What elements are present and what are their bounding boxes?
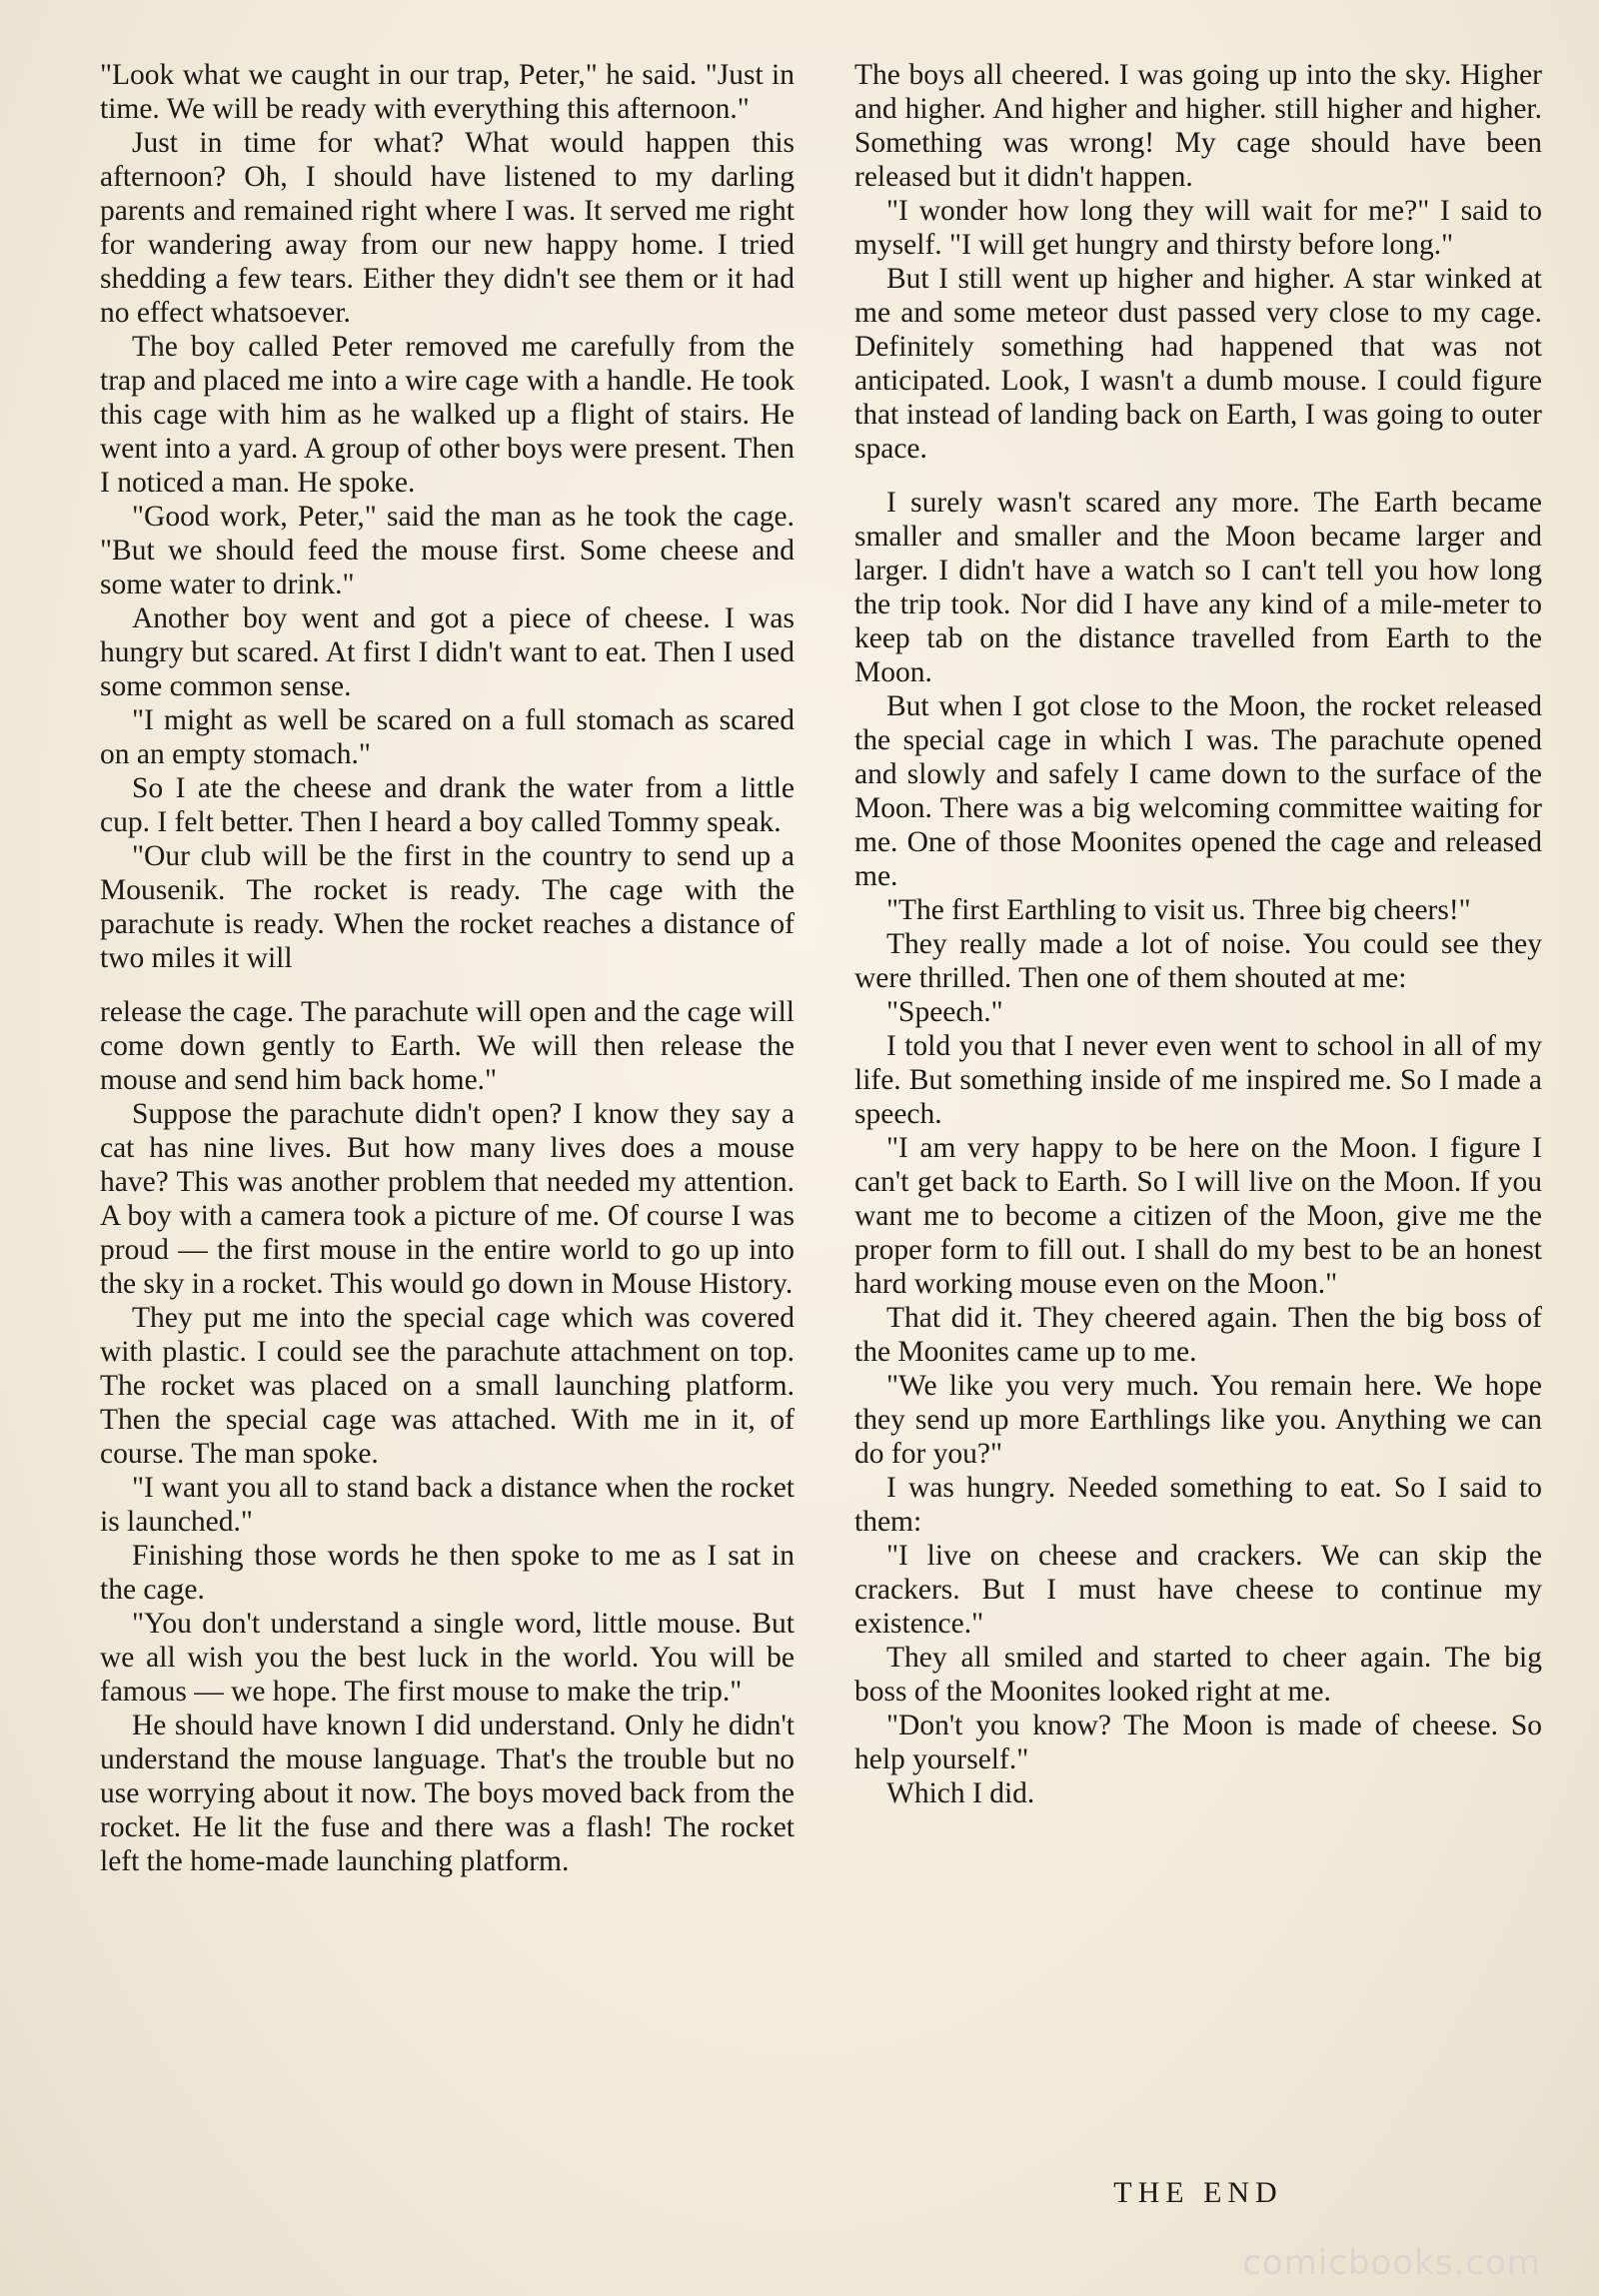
the-end-label: THE END <box>1113 2176 1283 2209</box>
paragraph: "We like you very much. You remain here. We hope they send up more Earthlings like you. Anything we can do for you?" <box>854 1370 1542 1470</box>
paragraph: release the cage. The parachute will open and the cage will come down gently to Earth. We will then release the mouse and send him back home." <box>100 996 795 1096</box>
paragraph: That did it. They cheered again. Then the big boss of the Moonites came up to me. <box>854 1302 1542 1368</box>
watermark: comicbooks.com <box>1242 2243 1541 2283</box>
paragraph: "I might as well be scared on a full stomach as scared on an empty stomach." <box>100 704 795 770</box>
paragraph: "Don't you know? The Moon is made of cheese. So help yourself." <box>854 1710 1542 1775</box>
paragraph: Which I did. <box>886 1777 1035 1809</box>
paragraph: "Look what we caught in our trap, Peter," he said. "Just in time. We will be ready with everything this afternoon." <box>100 59 795 125</box>
paragraph: Another boy went and got a piece of cheese. I was hungry but scared. At first I didn't want to eat. Then I used some common sense. <box>100 602 795 702</box>
paragraph: "The first Earthling to visit us. Three big cheers!" <box>886 894 1471 926</box>
paragraph: I told you that I never even went to school in all of my life. But something inside of me inspired me. So I made a speech. <box>854 1030 1542 1130</box>
paragraph: "I am very happy to be here on the Moon. I figure I can't get back to Earth. So I will live on the Moon. If you want me to become a citizen of the Moon, give me the proper form to fill out. I shall do my best to be an honest hard working mouse even on the Moon." <box>854 1132 1542 1300</box>
paragraph: They really made a lot of noise. You could see they were thrilled. Then one of them shouted at me: <box>854 928 1542 994</box>
paragraph: But when I got close to the Moon, the rocket released the special cage in which I was. The parachute opened and slowly and safely I came down to the surface of the Moon. There was a big welcoming committee waiting for me. One of those Moonites opened the cage and released me. <box>854 690 1542 892</box>
paragraph: The boy called Peter removed me carefully from the trap and placed me into a wire cage with a handle. He took this cage with him as he walked up a flight of stairs. He went into a yard. A group of other boys were present. Then I noticed a man. He spoke. <box>100 331 795 499</box>
paragraph: The boys all cheered. I was going up into the sky. Higher and higher. And higher and higher. still higher and higher. Something was wrong! My cage should have been released but it didn't happen. <box>854 59 1542 193</box>
paragraph: Suppose the parachute didn't open? I know they say a cat has nine lives. But how many lives does a mouse have? This was another problem that needed my attention. A boy with a camera took a picture of me. Of course I was proud — the first mouse in the entire world to go up into the sky in a rocket. This would go down in Mouse History. <box>100 1098 795 1300</box>
paragraph: "I live on cheese and crackers. We can skip the crackers. But I must have cheese to continue my existence." <box>854 1540 1542 1640</box>
paragraph: "I want you all to stand back a distance when the rocket is launched." <box>100 1472 795 1538</box>
paragraph: But I still went up higher and higher. A star winked at me and some meteor dust passed very close to my cage. Definitely something had happened that was not anticipated. Look, I wasn't a dumb mouse. I could figure that instead of landing back on Earth, I was going to outer space. <box>854 263 1542 465</box>
paragraph: I surely wasn't scared any more. The Earth became smaller and smaller and the Moon became larger and larger. I didn't have a watch so I can't tell you how long the trip took. Nor did I have any kind of a mile-meter to keep tab on the distance travelled from Earth to the Moon. <box>854 487 1542 688</box>
paragraph: "You don't understand a single word, little mouse. But we all wish you the best luck in the world. You will be famous — we hope. The first mouse to make the trip." <box>100 1608 795 1708</box>
paragraph: So I ate the cheese and drank the water from a little cup. I felt better. Then I heard a boy called Tommy speak. <box>100 772 795 838</box>
paragraph: "Good work, Peter," said the man as he took the cage. "But we should feed the mouse first. Some cheese and some water to drink." <box>100 501 795 600</box>
paragraph: "I wonder how long they will wait for me?" I said to myself. "I will get hungry and thirsty before long." <box>854 195 1542 261</box>
paragraph: "Speech." <box>886 996 1003 1028</box>
paragraph: I was hungry. Needed something to eat. So I said to them: <box>854 1472 1542 1538</box>
paragraph: Just in time for what? What would happen this afternoon? Oh, I should have listened to my darling parents and remained right where I was. It served me right for wandering away from our new happy home. I tried shedding a few tears. Either they didn't see them or it had no effect whatsoever. <box>100 127 795 329</box>
right-text-column <box>854 58 1542 1810</box>
paragraph: They all smiled and started to cheer again. The big boss of the Moonites looked right at me. <box>854 1642 1542 1708</box>
paragraph: "Our club will be the first in the country to send up a Mousenik. The rocket is ready. The cage with the parachute is ready. When the rocket reaches a distance of two miles it will <box>100 840 795 974</box>
paragraph: They put me into the special cage which was covered with plastic. I could see the parachute attachment on top. The rocket was placed on a small launching platform. Then the special cage was attached. With me in it, of course. The man spoke. <box>100 1302 795 1470</box>
left-text-column <box>100 58 795 1878</box>
paragraph: He should have known I did understand. Only he didn't understand the mouse language. That's the trouble but no use worrying about it now. The boys moved back from the rocket. He lit the fuse and there was a flash! The rocket left the home-made launching platform. <box>100 1710 795 1877</box>
paragraph: Finishing those words he then spoke to me as I sat in the cage. <box>100 1540 795 1606</box>
